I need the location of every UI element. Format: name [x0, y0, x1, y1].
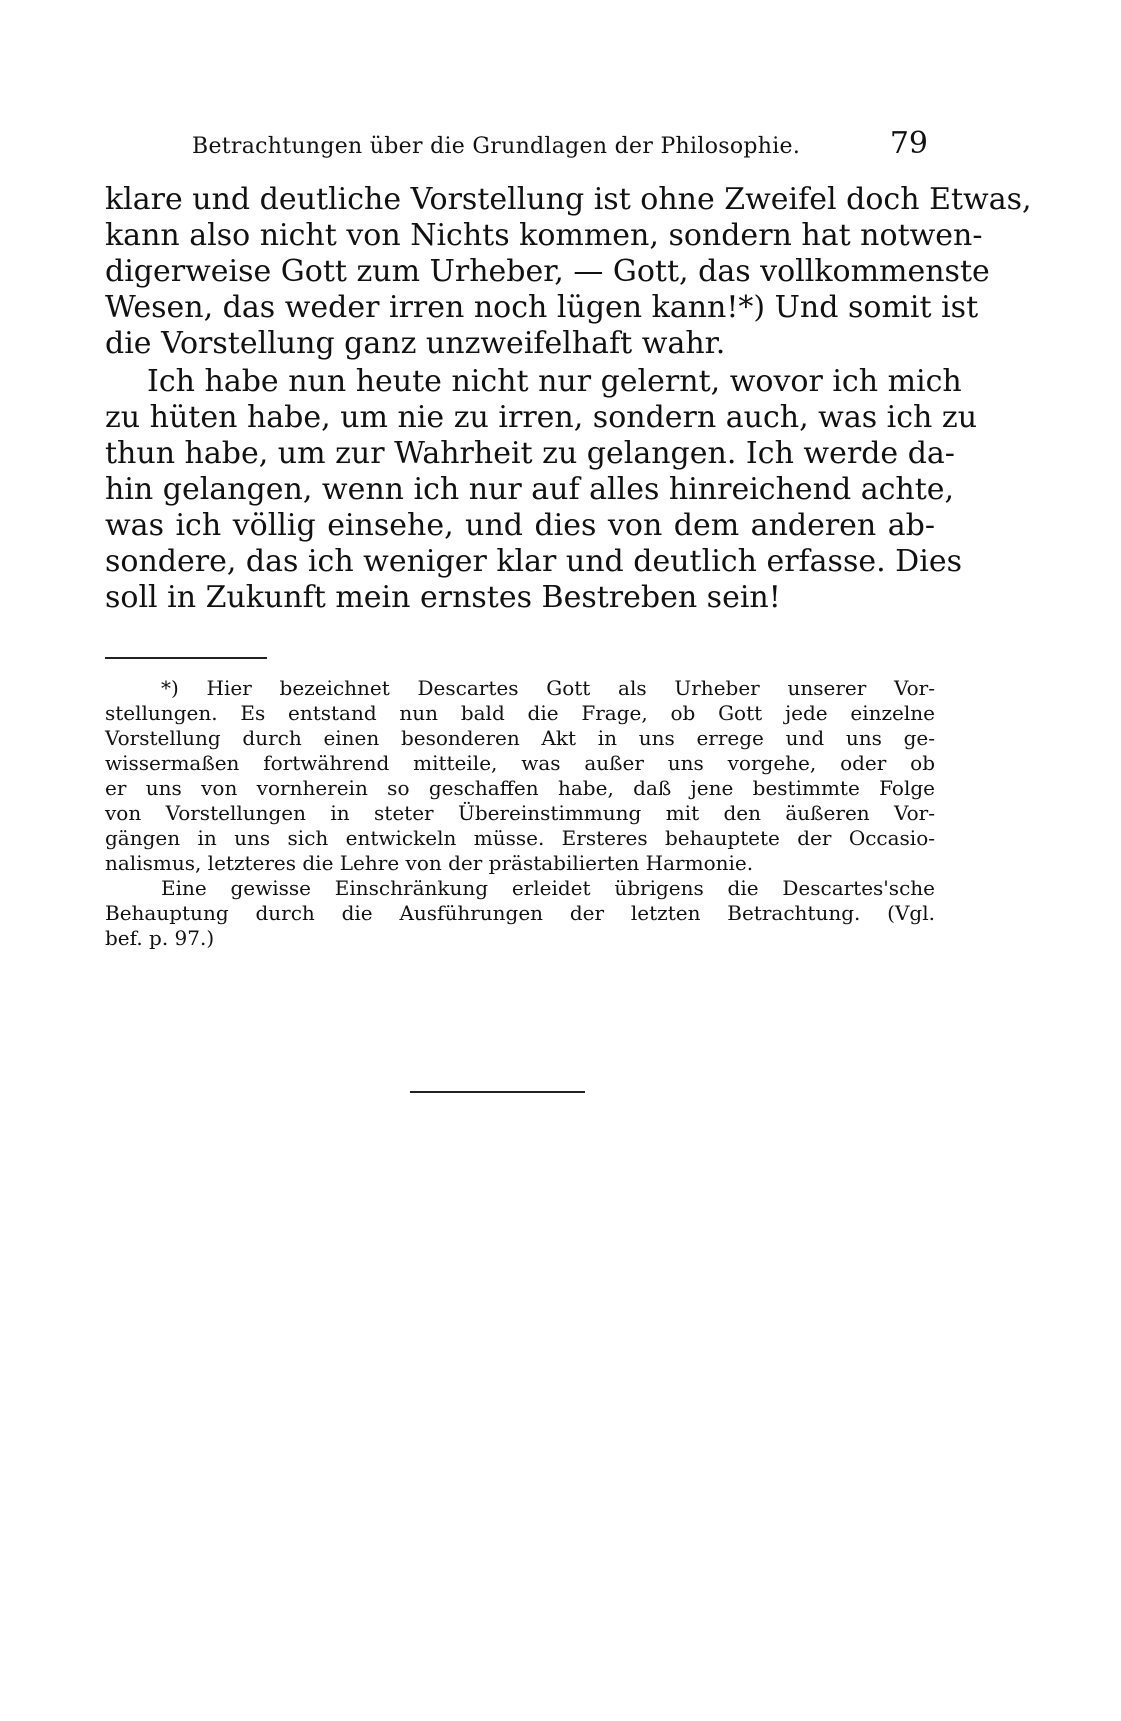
footnote-line: nalismus, letzteres die Lehre von der prästabilierten Harmonie.	[105, 851, 754, 875]
footnote-line: er uns von vornherein so geschaffen habe, daß jene bestimmte Folge	[105, 776, 935, 800]
paragraph	[105, 182, 1032, 362]
footnote-divider	[105, 657, 267, 659]
footnote-line: *) Hier bezeichnet Descartes Gott als Urheber unserer Vor-	[161, 676, 935, 700]
footnote-line: von Vorstellungen in steter Übereinstimmung mit den äußeren Vor-	[105, 801, 935, 825]
footnote-line: wissermaßen fortwährend mitteile, was außer uns vorgehe, oder ob	[105, 751, 935, 775]
footnote-line: bef. p. 97.)	[105, 926, 215, 950]
running-title: Betrachtungen über die Grundlagen der Philosophie.	[192, 134, 801, 159]
text-line: digerweise Gott zum Urheber, — Gott, das vollkommenste	[105, 254, 990, 289]
text-line: die Vorstellung ganz unzweifelhaft wahr.	[105, 326, 726, 361]
main-text	[105, 182, 1032, 616]
page-header	[108, 126, 928, 166]
footnote-line: gängen in uns sich entwickeln müsse. Ersteres behauptete der Occasio-	[105, 826, 935, 850]
page-number: 79	[889, 126, 928, 161]
text-line: sondere, das ich weniger klar und deutlich erfasse. Dies	[105, 544, 962, 579]
footnote	[105, 876, 935, 951]
end-divider	[410, 1091, 585, 1093]
paragraph	[105, 364, 978, 616]
footnote-line: Eine gewisse Einschränkung erleidet übrigens die Descartes'sche	[161, 876, 935, 900]
text-line: soll in Zukunft mein ernstes Bestreben sein!	[105, 580, 781, 615]
text-line: Ich habe nun heute nicht nur gelernt, wovor ich mich	[147, 364, 962, 399]
footnote-line: Vorstellung durch einen besonderen Akt in uns errege und uns ge-	[105, 726, 935, 750]
text-line: klare und deutliche Vorstellung ist ohne Zweifel doch Etwas,	[105, 182, 1032, 217]
text-line: was ich völlig einsehe, und dies von dem anderen ab-	[105, 508, 935, 543]
text-line: hin gelangen, wenn ich nur auf alles hinreichend achte,	[105, 472, 955, 507]
footnote-line: stellungen. Es entstand nun bald die Frage, ob Gott jede einzelne	[105, 701, 935, 725]
footnote-line: Behauptung durch die Ausführungen der letzten Betrachtung. (Vgl.	[105, 901, 935, 925]
text-line: zu hüten habe, um nie zu irren, sondern auch, was ich zu	[105, 400, 978, 435]
text-line: Wesen, das weder irren noch lügen kann!*) Und somit ist	[105, 290, 979, 325]
text-line: kann also nicht von Nichts kommen, sondern hat notwen-	[105, 218, 983, 253]
footnote	[105, 676, 935, 876]
text-line: thun habe, um zur Wahrheit zu gelangen. Ich werde da-	[105, 436, 955, 471]
footnotes	[105, 676, 935, 951]
